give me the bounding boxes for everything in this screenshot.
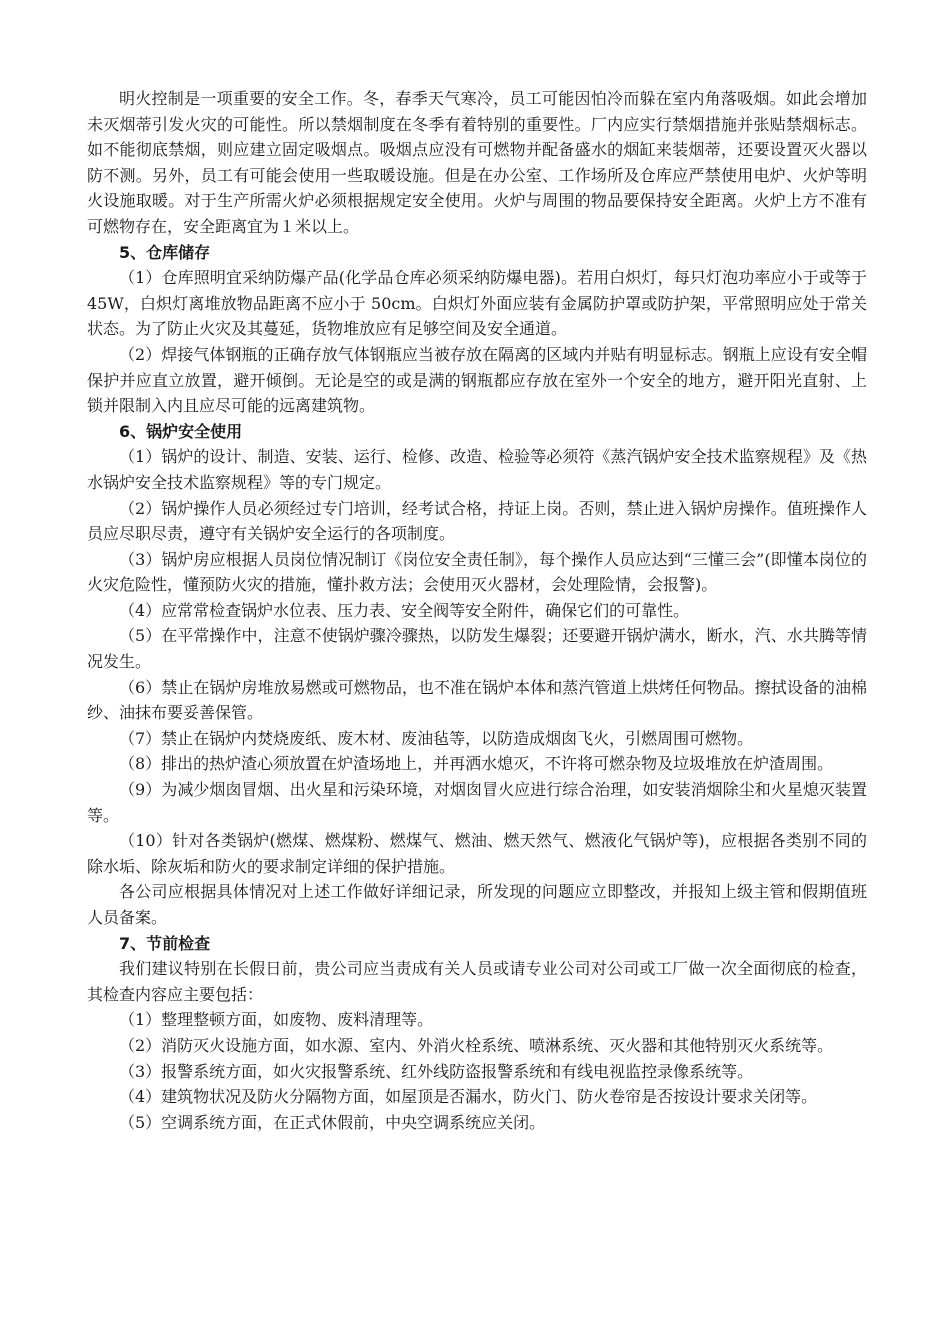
section-7-item-5: （5）空调系统方面，在正式休假前，中央空调系统应关闭。: [119, 1112, 546, 1132]
section-6-item-4: （4）应常常检查锅炉水位表、压力表、安全阀等安全附件，确保它们的可靠性。: [119, 600, 690, 620]
section-6-item-8: （8）排出的热炉渣心须放置在炉渣场地上，并再洒水熄灭，不许将可燃杂物及垃圾堆放在炉渣周围。: [119, 754, 834, 774]
section-7-item-2: （2）消防灭火设施方面，如水源、室内、外消火栓系统、喷淋系统、灭火器和其他特别灭火系统等。: [119, 1035, 834, 1055]
section-6-item-7: （7）禁止在锅炉内焚烧废纸、废木材、废油毡等，以防造成烟囱飞火，引燃周围可燃物。: [119, 728, 754, 748]
section-5-item-2: （2）焊接气体钢瓶的正确存放气体钢瓶应当被存放在隔离的区域内并贴有明显标志。钢瓶上应设有安全帽保护并应直立放置，避开倾倒。无论是空的或是满的钢瓶都应存放在室外一个安全的地方，避开阳光直射、上锁并限制入内且应尽可能的远离建筑物。: [87, 344, 867, 416]
section-7-intro: 我们建议特别在长假日前，贵公司应当责成有关人员或请专业公司对公司或工厂做一次全面彻底的检查，其检查内容应主要包括：: [87, 959, 867, 1004]
section-6-heading: 6、锅炉安全使用: [119, 421, 243, 441]
section-6-item-2: （2）锅炉操作人员必须经过专门培训，经考试合格，持证上岗。否则，禁止进入锅炉房操作。值班操作人员应尽职尽责，遵守有关锅炉安全运行的各项制度。: [87, 498, 867, 544]
section-6-item-6: （6）禁止在锅炉房堆放易燃或可燃物品，也不准在锅炉本体和蒸汽管道上烘烤任何物品。擦拭设备的油棉纱、油抹布要妥善保管。: [87, 677, 867, 723]
section-6-item-1: （1）锅炉的设计、制造、安装、运行、检修、改造、检验等必须符《蒸汽锅炉安全技术监察规程》及《热水锅炉安全技术监察规程》等的专门规定。: [87, 447, 867, 492]
section-6-item-5: （5）在平常操作中，注意不使锅炉骤冷骤热，以防发生爆裂；还要避开锅炉满水，断水，汽、水共腾等情况发生。: [87, 626, 867, 672]
section-6-item-3: （3）锅炉房应根据人员岗位情况制订《岗位安全责任制》，每个操作人员应达到“三懂三会”(即懂本岗位的火灾危险性，懂预防火灾的措施，懂扑救方法；会使用灭火器材，会处理险情，会报警)。: [87, 549, 867, 595]
section-5-heading: 5、仓库储存: [119, 242, 211, 262]
section-6-item-9: （9）为减少烟囱冒烟、出火星和污染环境，对烟囱冒火应进行综合治理，如安装消烟除尘和火星熄灭装置等。: [87, 780, 867, 825]
section-7-heading: 7、节前检查: [119, 933, 211, 953]
section-7-item-1: （1）整理整顿方面，如废物、废料清理等。: [119, 1010, 434, 1030]
document-page: [87, 86, 867, 1135]
intro-paragraph: 明火控制是一项重要的安全工作。冬，春季天气寒冷，员工可能因怕冷而躲在室内角落吸烟。如此会增加未灭烟蒂引发火灾的可能性。所以禁烟制度在冬季有着特别的重要性。厂内应实行禁烟措施并张贴禁烟标志。如不能彻底禁烟，则应建立固定吸烟点。吸烟点应没有可燃物并配备盛水的烟缸来装烟蒂，还要设置灭火器以防不测。另外，员工有可能会使用一些取暖设施。但是在办公室、工作场所及仓库应严禁使用电炉、火炉等明火设施取暖。对于生产所需火炉必须根据规定安全使用。火炉与周围的物品要保持安全距离。火炉上方不准有可燃物存在，安全距离宜为１米以上。: [87, 89, 867, 236]
section-5-item-1: （1）仓库照明宜采纳防爆产品(化学品仓库必须采纳防爆电器)。若用白炽灯，每只灯泡功率应小于或等于 45W，白炽灯离堆放物品距离不应小于 50cm。白炽灯外面应装有金属防护罩或防护架，平常照明应处于常关状态。为了防止火灾及其蔓延，货物堆放应有足够空间及安全通道。: [87, 268, 867, 339]
section-6-closing: 各公司应根据具体情况对上述工作做好详细记录，所发现的问题应立即整改，并报知上级主管和假期值班人员备案。: [87, 882, 867, 927]
section-6-item-10: （10）针对各类锅炉(燃煤、燃煤粉、燃煤气、燃油、燃天然气、燃液化气锅炉等)，应根据各类别不同的除水垢、除灰垢和防火的要求制定详细的保护措施。: [87, 831, 867, 876]
section-7-item-3: （3）报警系统方面，如火灾报警系统、红外线防盗报警系统和有线电视监控录像系统等。: [119, 1061, 754, 1081]
section-7-item-4: （4）建筑物状况及防火分隔物方面，如屋顶是否漏水，防火门、防火卷帘是否按设计要求关闭等。: [119, 1087, 818, 1107]
